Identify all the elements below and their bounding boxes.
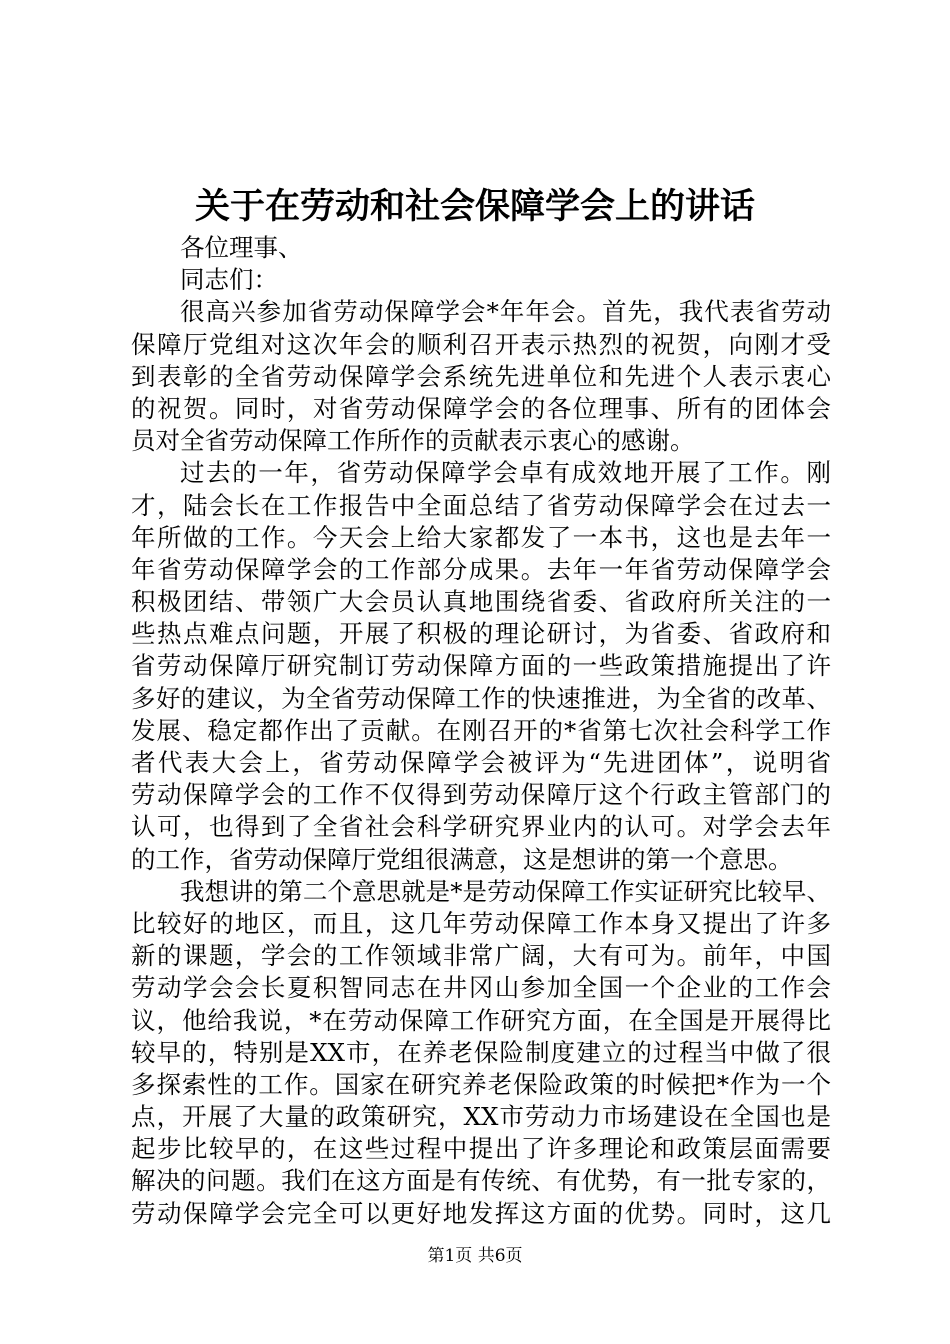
document-body — [131, 232, 831, 1230]
paragraph-1-line: 保障厅党组对这次年会的顺利召开表示热烈的祝贺，向刚才受 — [131, 329, 831, 359]
document-title: 关于在劳动和社会保障学会上的讲话 — [194, 186, 755, 227]
paragraph-3-line: 比较好的地区，而且，这几年劳动保障工作本身又提出了许多 — [131, 908, 831, 938]
paragraph-2-line: 劳动保障学会的工作不仅得到劳动保障厅这个行政主管部门的 — [131, 780, 831, 810]
page-footer: 第1页 共6页 — [427, 1246, 523, 1266]
paragraph-3-line: 我想讲的第二个意思就是*是劳动保障工作实证研究比较早、 — [180, 876, 831, 906]
paragraph-3-line: 劳动保障学会完全可以更好地发挥这方面的优势。同时，这几 — [131, 1198, 831, 1228]
paragraph-2-line: 的工作，省劳动保障厅党组很满意，这是想讲的第一个意思。 — [131, 844, 793, 874]
paragraph-2-line: 认可，也得到了全省社会科学研究界业内的认可。对学会去年 — [131, 812, 831, 842]
paragraph-1-line: 到表彰的全省劳动保障学会系统先进单位和先进个人表示衷心 — [131, 361, 831, 391]
paragraph-2-line: 些热点难点问题，开展了积极的理论研讨，为省委、省政府和 — [131, 619, 831, 649]
paragraph-2-line: 过去的一年，省劳动保障学会卓有成效地开展了工作。刚 — [180, 458, 831, 488]
paragraph-2-line: 年所做的工作。今天会上给大家都发了一本书，这也是去年一 — [131, 522, 831, 552]
paragraph-2-line: 年省劳动保障学会的工作部分成果。去年一年省劳动保障学会 — [131, 554, 831, 584]
paragraph-1-line: 员对全省劳动保障工作所作的贡献表示衷心的感谢。 — [131, 426, 695, 456]
paragraph-3-line: 劳动学会会长夏积智同志在井冈山参加全国一个企业的工作会 — [131, 973, 831, 1003]
paragraph-3-line: 点，开展了大量的政策研究，XX市劳动力市场建设在全国也是 — [131, 1102, 831, 1132]
paragraph-2-line: 者代表大会上，省劳动保障学会被评为“先进团体”，说明省 — [131, 748, 831, 777]
paragraph-3-line: 议，他给我说，*在劳动保障工作研究方面，在全国是开展得比 — [131, 1005, 831, 1035]
paragraph-2-line: 发展、稳定都作出了贡献。在刚召开的*省第七次社会科学工作 — [131, 715, 831, 745]
paragraph-3-line: 新的课题，学会的工作领域非常广阔，大有可为。前年，中国 — [131, 941, 831, 971]
paragraph-2-line: 多好的建议，为全省劳动保障工作的快速推进，为全省的改革、 — [131, 683, 831, 713]
paragraph-1-line: 的祝贺。同时，对省劳动保障学会的各位理事、所有的团体会 — [131, 393, 831, 423]
paragraph-3-line: 起步比较早的，在这些过程中提出了许多理论和政策层面需要 — [131, 1134, 831, 1164]
paragraph-3-line: 解决的问题。我们在这方面是有传统、有优势，有一批专家的， — [131, 1166, 831, 1196]
greeting-line: 同志们： — [180, 265, 278, 295]
paragraph-3-line: 较早的，特别是XX市，在养老保险制度建立的过程当中做了很 — [131, 1037, 831, 1067]
paragraph-2-line: 省劳动保障厅研究制订劳动保障方面的一些政策措施提出了许 — [131, 651, 831, 681]
greeting-line: 各位理事、 — [180, 233, 303, 262]
paragraph-3-line: 多探索性的工作。国家在研究养老保险政策的时候把*作为一个 — [131, 1069, 831, 1099]
paragraph-1-line: 很高兴参加省劳动保障学会*年年会。首先，我代表省劳动 — [180, 297, 831, 327]
paragraph-2-line: 才，陆会长在工作报告中全面总结了省劳动保障学会在过去一 — [131, 490, 831, 520]
paragraph-2-line: 积极团结、带领广大会员认真地围绕省委、省政府所关注的一 — [131, 587, 831, 617]
